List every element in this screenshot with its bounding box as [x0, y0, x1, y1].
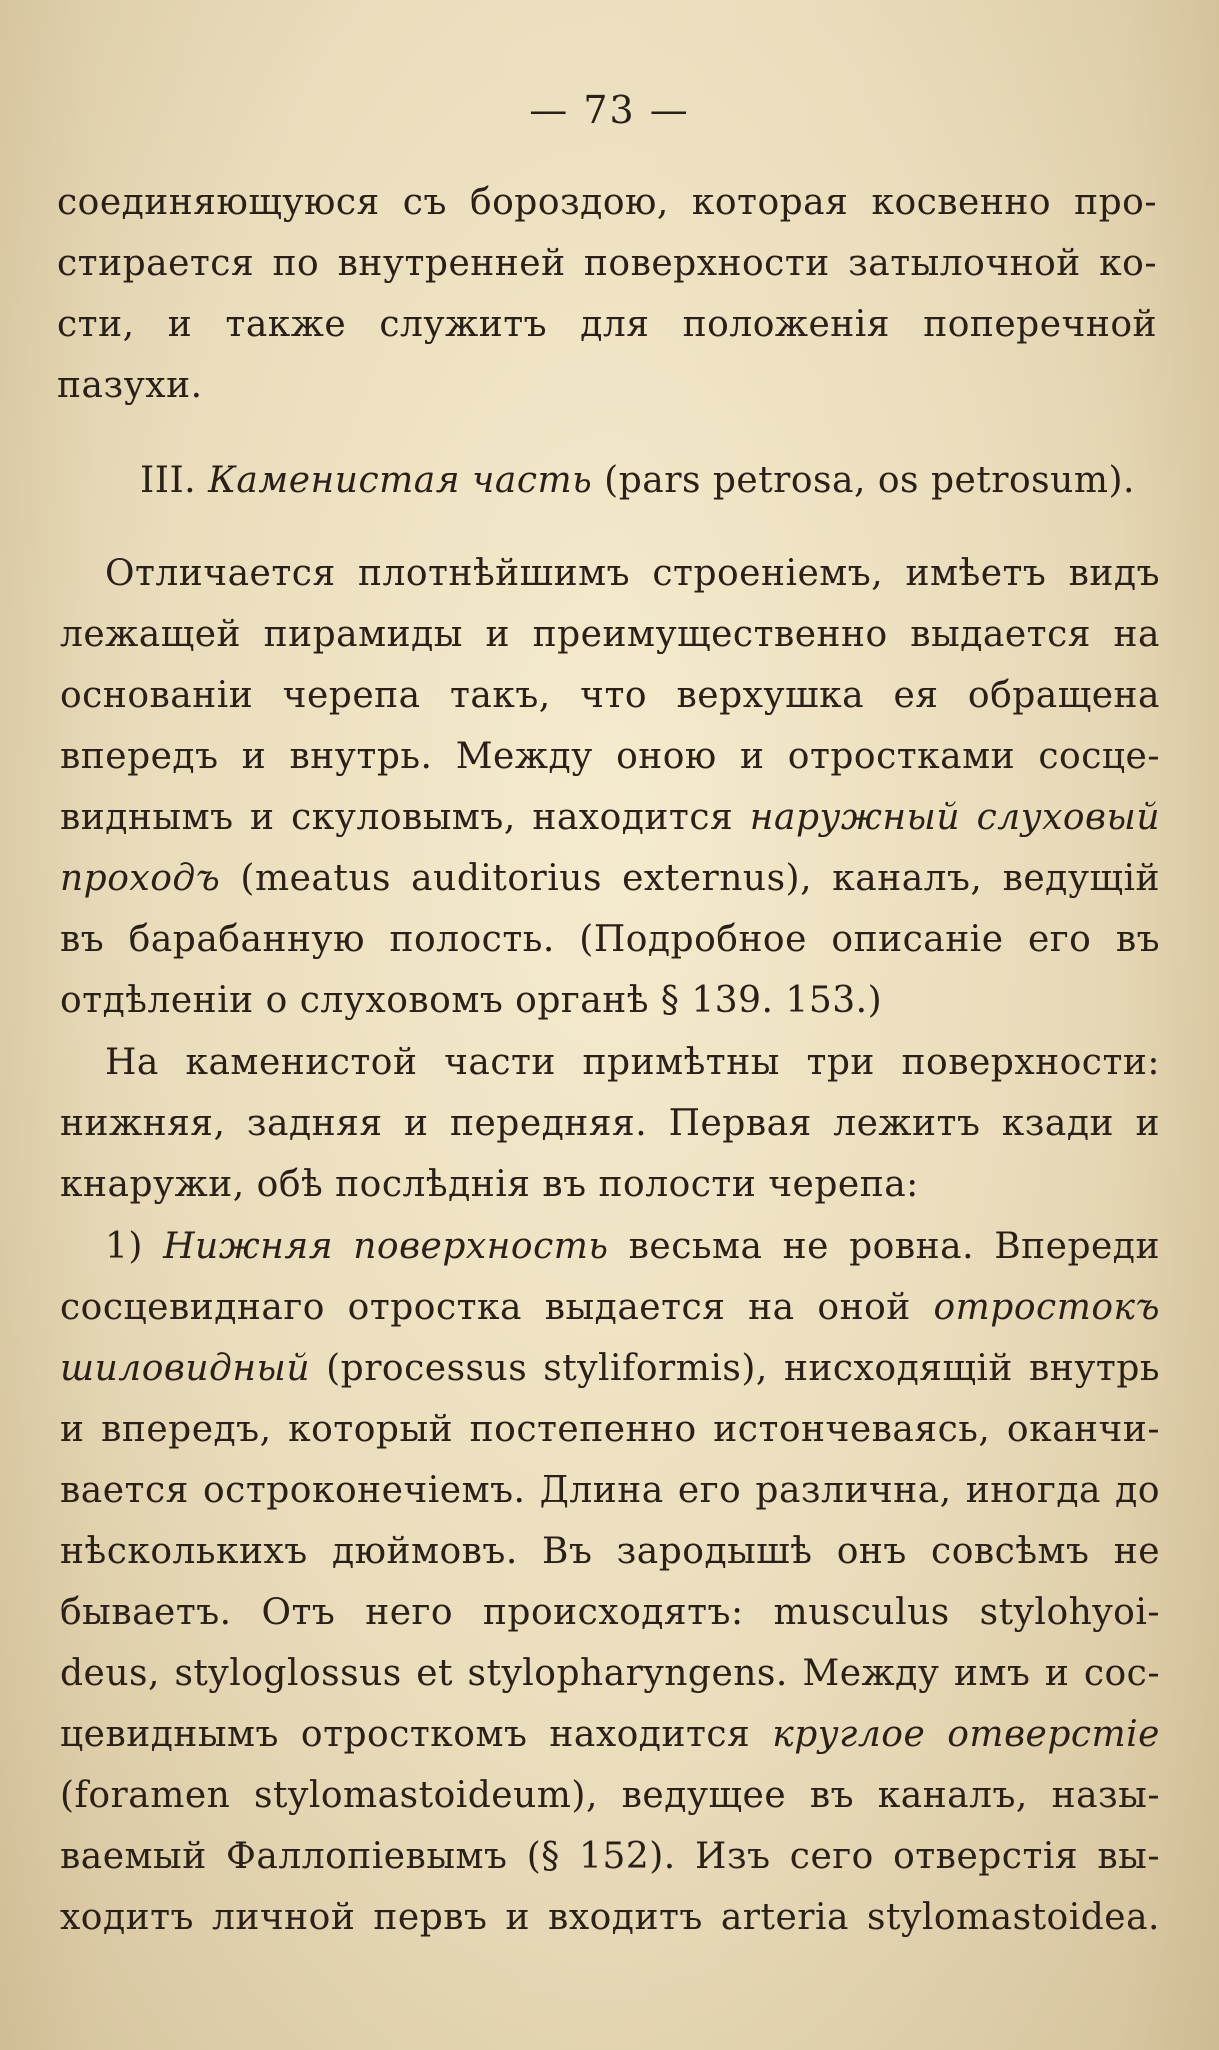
section-heading [140, 458, 1135, 504]
text-line: и впередъ, который постепенно истончеваясь, оканчи- [60, 1409, 1160, 1450]
text-line [60, 856, 1160, 902]
text-line: На каменистой части примѣтны три поверхности: [105, 1042, 1160, 1083]
text-span: (meatus auditorius externus), каналъ, ведущій [240, 858, 1160, 899]
heading-latin: (pars petrosa, os petrosum). [592, 460, 1135, 501]
text-line: сти, и также служитъ для положенія поперечной [57, 304, 1157, 345]
text-line [60, 795, 1160, 841]
text-span: весьма не ровна. Впереди [608, 1226, 1160, 1267]
text-line: нѣсколькихъ дюймовъ. Въ зародышѣ онъ совсѣмъ не [60, 1531, 1160, 1572]
text-line: вается остроконечіемъ. Длина его различна, иногда до [60, 1470, 1160, 1511]
text-line: пазухи. [57, 365, 203, 406]
text-line: стирается по внутренней поверхности затылочной ко- [57, 243, 1157, 284]
text-line [60, 1712, 1160, 1758]
heading-numeral: III. [140, 460, 209, 501]
text-line: соединяющуюся съ бороздою, которая косвенно про- [57, 182, 1157, 223]
text-line: отдѣленіи о слуховомъ органѣ § 139. 153.) [60, 980, 883, 1021]
text-span: виднымъ и скуловымъ, находится [60, 797, 734, 838]
italic-term: круглое отверстіе [772, 1714, 1160, 1755]
text-span: сосцевиднаго отростка выдается на оной [60, 1287, 934, 1328]
text-line: ходитъ личной первъ и входитъ arteria stylomastoidea. [60, 1897, 1160, 1938]
italic-term: наружный слуховый [749, 797, 1161, 838]
text-line: нижняя, задняя и передняя. Первая лежитъ кзади и [60, 1103, 1160, 1144]
italic-term: Нижняя поверхность [163, 1226, 609, 1267]
text-span: цевиднымъ отросткомъ находится [60, 1714, 773, 1755]
text-span: (processus styliformis), нисходящій внутрь [310, 1348, 1160, 1389]
text-line: (foramen stylomastoideum), ведущее въ каналъ, назы- [60, 1775, 1160, 1816]
text-line: лежащей пирамиды и преимущественно выдается на [60, 614, 1160, 655]
page-number: — 73 — [529, 88, 690, 132]
text-line: основаніи черепа такъ, что верхушка ея обращена [60, 675, 1160, 716]
italic-term: проходъ [60, 858, 221, 899]
italic-term: шиловидный [60, 1348, 311, 1389]
text-line: бываетъ. Отъ него происходятъ: musculus stylohyoi- [60, 1592, 1160, 1633]
text-line: впередъ и внутрь. Между оною и отростками сосце- [60, 736, 1160, 777]
heading-title: Каменистая часть [208, 460, 593, 501]
text-line: въ барабанную полость. (Подробное описаніе его въ [60, 919, 1160, 960]
text-span: 1) [105, 1226, 164, 1267]
text-line: deus, styloglossus et stylopharyngens. Между имъ и сос- [60, 1653, 1160, 1694]
italic-term: отростокъ [933, 1287, 1160, 1328]
text-line: кнаружи, обѣ послѣднія въ полости черепа: [60, 1164, 919, 1205]
text-line: ваемый Фаллопіевымъ (§ 152). Изъ сего отверстія вы- [60, 1836, 1160, 1877]
text-line: Отличается плотнѣйшимъ строеніемъ, имѣетъ видъ [105, 553, 1160, 594]
text-line [105, 1224, 1160, 1270]
text-line [60, 1285, 1160, 1331]
text-line [60, 1346, 1160, 1392]
